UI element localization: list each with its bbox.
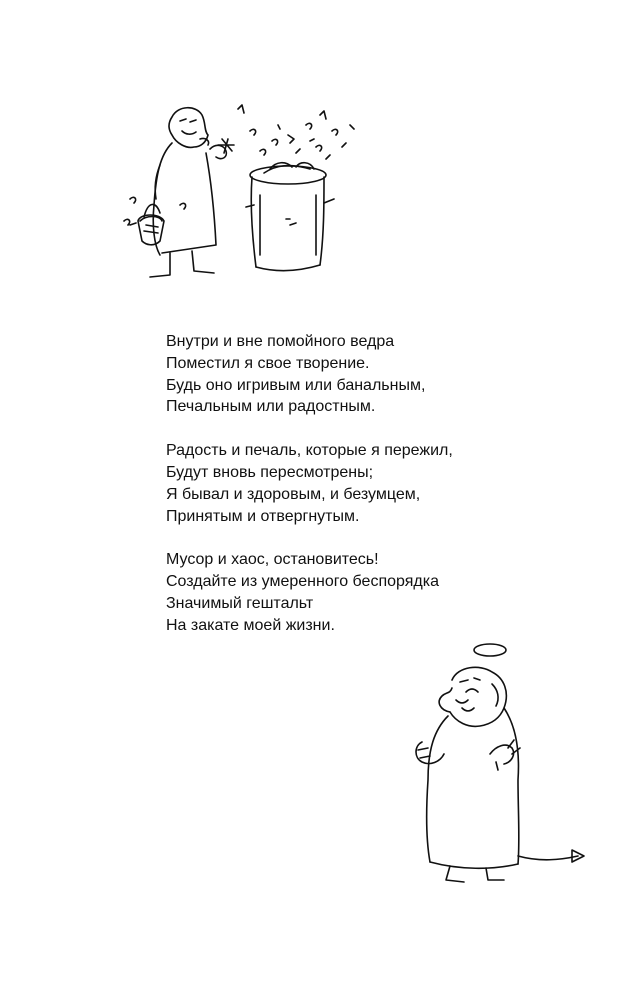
poem-line: Будь оно игривым или банальным, [166,376,426,394]
poem-line: На закате моей жизни. [166,616,335,634]
stanza-2 [166,440,566,527]
poem-line: Мусор и хаос, остановитесь! [166,551,379,569]
poem-line: Поместил я свое творение. [166,354,370,372]
poem-line: Принятым и отвергнутым. [166,507,360,525]
poem-line: Значимый гештальт [166,594,314,612]
poem-line: Радость и печаль, которые я пережил, [166,442,453,460]
poem-line: Я бывал и здоровым, и безумцем, [166,485,421,503]
stanza-1 [166,331,566,418]
haloed-figure-illustration [400,630,600,890]
man-with-trash-can-illustration [110,95,360,285]
poem [166,331,566,659]
stanza-3 [166,549,566,636]
poem-line: Будут вновь пересмотрены; [166,463,374,481]
poem-line: Печальным или радостным. [166,398,376,416]
poem-line: Создайте из умеренного беспорядка [166,573,439,591]
poem-line: Внутри и вне помойного ведра [166,333,395,350]
